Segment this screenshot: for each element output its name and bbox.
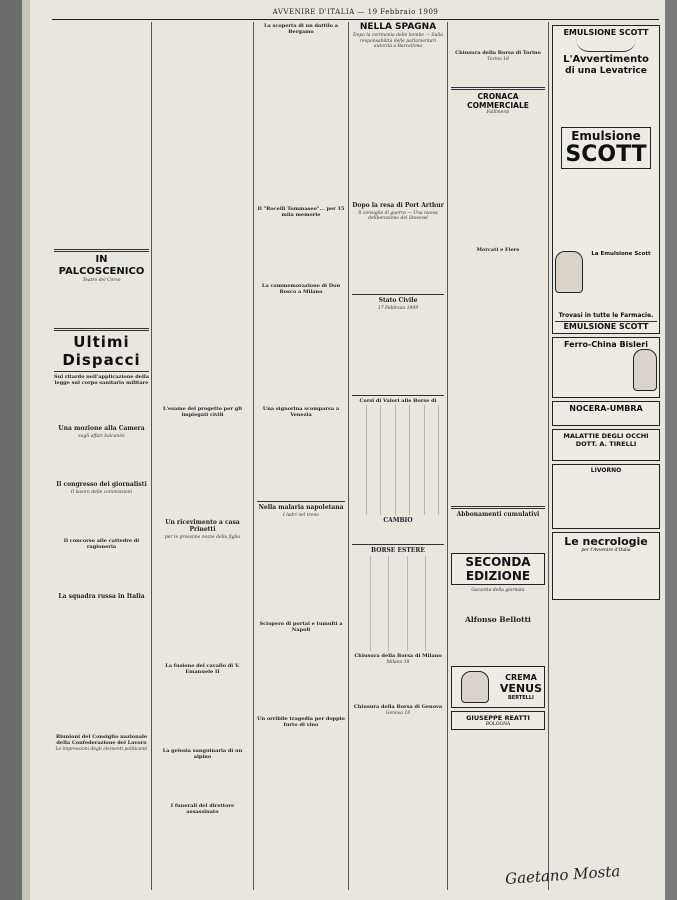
article-headline: Il congresso dei giornalisti [56,481,147,488]
ad-body-text [555,349,631,395]
column-2 [155,22,250,892]
column-5 [451,22,545,892]
advertisement-crema-venus [451,666,545,708]
ad-headline: DOTT. A. TIRELLI [575,440,637,448]
body-text-block [352,311,444,393]
stock-table [352,556,444,651]
section-heading-cronaca: CRONACA COMMERCIALE [467,91,529,110]
ad-body-text [555,553,657,597]
column-rule [151,22,152,890]
rule [54,371,149,372]
body-text-block [451,115,545,245]
body-text-block [155,761,250,801]
ad-headline: L'Avvertimento [563,54,649,65]
article-headline: Chiusura della Borsa di Genova [353,703,443,710]
body-text-block [257,296,345,404]
section-heading-palcoscenico: IN PALCOSCENICO [58,254,145,277]
column-rule [253,22,254,890]
ad-headline: EMULSIONE SCOTT [555,321,657,331]
body-text-block [451,625,545,663]
ad-headline: EMULSIONE SCOTT [563,28,649,37]
article-subheading: per le prossime nozze della figlia [164,535,241,540]
page-fold [22,0,30,900]
article-headline: Chiusura della Borsa di Milano [354,653,442,659]
article-headline: Dopo la resa di Port Arthur [352,201,444,209]
jar-illustration [461,671,489,703]
table-heading: CAMBIO [383,517,413,524]
advertisement-necrologie [552,532,660,600]
section-rule [54,328,149,331]
advertisement-malattie-occhi [552,429,660,461]
column-rule [348,22,349,890]
body-text-block [54,551,149,591]
article-headline: Un ricevimento a casa Prinetti [165,519,240,533]
ad-text: La Emulsione Scott [591,251,651,257]
ad-text: per l'Avvenire d'Italia [581,548,631,553]
advertisement-livorno [552,464,660,529]
seconda-edizione-heading: SECONDA EDIZIONE [465,555,531,583]
ad-headline: VENUS [499,681,542,695]
ad-headline: LIVORNO [590,467,622,474]
body-text-block [352,666,444,702]
article-headline: Mercati e Fiere [476,247,520,253]
ad-body-text [555,474,657,526]
body-text-block [352,222,444,292]
advertisement-emulsione-scott [552,25,660,334]
body-text-block [257,219,345,281]
body-text-block [54,496,149,536]
column-rule [548,22,549,890]
ad-headline: Emulsione [571,129,641,143]
ad-headline: Le necrologie [564,535,648,548]
header-rule [52,19,659,20]
column-6-advertisements [552,22,660,892]
ad-headline: Ferro-China Bisleri [564,340,648,349]
article-headline: Nella malaria napoletana [258,504,344,511]
article-subheading: Torino 18 [487,57,509,62]
article-headline: Il concorso alle cattedre di ragioneria [63,537,140,550]
article-headline: Sciopero di portai e tumulti a Napoli [259,620,343,633]
body-text-block [54,752,149,892]
rule [352,395,444,396]
body-text-block [54,439,149,479]
section-rule [54,249,149,252]
ad-body-text [555,413,657,423]
article-headline: L'esame del progetto per gli impiegati civili [163,406,242,418]
ad-body-text [555,77,657,125]
body-text-block [257,634,345,714]
article-headline: La scoperta di un dattilo a Bergamo [264,23,338,35]
ad-headline: di una Levatrice [565,66,647,76]
section-rule [451,87,545,90]
body-text-block [451,63,545,85]
ad-headline: GIUSEPPE REATTI [466,713,530,722]
ad-headline: MALATTIE DEGLI OCCHI [563,432,649,440]
body-text-block [352,50,444,200]
body-text-block [155,816,250,866]
advertisement-reatti [451,711,545,730]
ad-headline: CREMA [505,672,537,682]
scan-edge [665,0,677,900]
ad-body-text [555,448,657,458]
body-text-block [155,676,250,746]
article-headline: I funerali del direttore assassinato [170,802,235,815]
ultimi-dispacci-heading: Ultimi Dispacci [62,332,141,369]
body-text-block [451,22,545,48]
article-subheading: sugli affari balcanici [78,433,125,439]
section-subheading: Gazzetta della giornata [471,588,525,593]
fish-icon [576,39,636,52]
article-subheading: Dopo la cerimonia delle bombe — Sulla responsabilità delle parlamentari autorità a Barcellona [353,33,443,49]
running-head: AVVENIRE D'ITALIA — 19 Febbraio 1909 [272,8,439,16]
article-subheading: Il lavoro delle commissioni [70,490,133,495]
rule [352,544,444,545]
body-text-block [257,419,345,499]
article-subheading: Le impressioni degli elementi politicanti [55,746,148,752]
stock-table [352,405,444,515]
body-text-block [54,22,149,247]
ad-headline: NOCERA-UMBRA [569,404,643,413]
table-heading: BORSE ESTERE [371,547,425,554]
body-text-block [54,284,149,326]
advertisement-ferro-china [552,337,660,398]
body-text-block [352,526,444,542]
ad-body-text [585,257,657,312]
section-subheading: Fallimenti [486,109,510,115]
seconda-edizione-box [451,553,545,585]
article-headline: Stato Civile [378,296,418,304]
article-subheading: I ladri nel treno [283,513,319,518]
article-headline-spagna: NELLA SPAGNA [359,22,437,32]
column-3 [257,22,345,892]
article-headline: Riunioni del Consiglio nazionale della Confederazione del Lavoro [55,733,148,746]
binding-gutter [0,0,30,900]
advertisement-nocera-umbra [552,401,660,426]
article-headline: Una signorina scomparsa a Venezia [262,406,340,418]
rule [352,294,444,295]
article-subheading: 17 Febbraio 1909 [377,305,419,311]
article-headline: La commemorazione di Don Bosco a Milano [261,283,341,295]
article-subheading: Genova 18 [385,710,411,716]
body-text-block [155,22,250,404]
body-text-block [155,541,250,661]
article-headline: La gelosia sanguinaria di un alpino [162,747,243,760]
article-headline: La fusione del cavallo di V. Emanuele II [165,662,240,675]
body-text-block [451,594,545,614]
article-subheading: Il consiglio di guerra — Una nuova deliberazione del Stoessel [358,210,438,221]
column-4 [352,22,444,892]
fisherman-illustration [555,251,583,293]
rule [257,501,345,502]
body-text-block [54,602,149,732]
article-headline: La squadra russa in Italia [58,592,145,600]
article-subheading: Milano 18 [386,660,410,665]
article-headline: Un orribile tragedia per doppio furto di vino [257,715,345,728]
body-text-block [155,419,250,517]
body-text-block [257,519,345,619]
ad-text: BOLOGNA [485,721,511,727]
ad-text: Trovasi in tutte le Farmacie. [558,312,654,319]
ad-logo-box [561,127,651,169]
body-text-block [54,387,149,423]
article-headline: Chiusura della Borsa di Torino [455,50,541,56]
article-headline: Abbonamenti cumulativi [456,511,540,518]
article-headline: Una mozione alla Camera [58,424,145,432]
ad-text: BERTELLI [507,694,534,701]
table-heading: Corsi di Valori alle Borse di [359,398,437,404]
article-headline: Alfonso Bellotti [465,614,531,624]
handwritten-signature: Gaetano Mosta [504,862,621,888]
bottle-illustration [633,349,657,391]
body-text-block [451,254,545,504]
section-rule [451,506,545,509]
article-headline: Sul ritardo nell'applicazione della legge sul corpo sanitario militare [54,373,149,386]
body-text-block [257,729,345,839]
body-text-block [352,716,444,746]
ad-body-text [555,171,657,251]
section-subheading: Teatro del Corso [82,278,121,283]
body-text-block [257,36,345,204]
article-headline: Il "Rocelli Tommaseo"... per 15 mila memorie [257,206,345,218]
ad-headline: SCOTT [565,142,647,167]
column-rule [447,22,448,890]
column-1 [54,22,149,892]
body-text-block [451,520,545,550]
